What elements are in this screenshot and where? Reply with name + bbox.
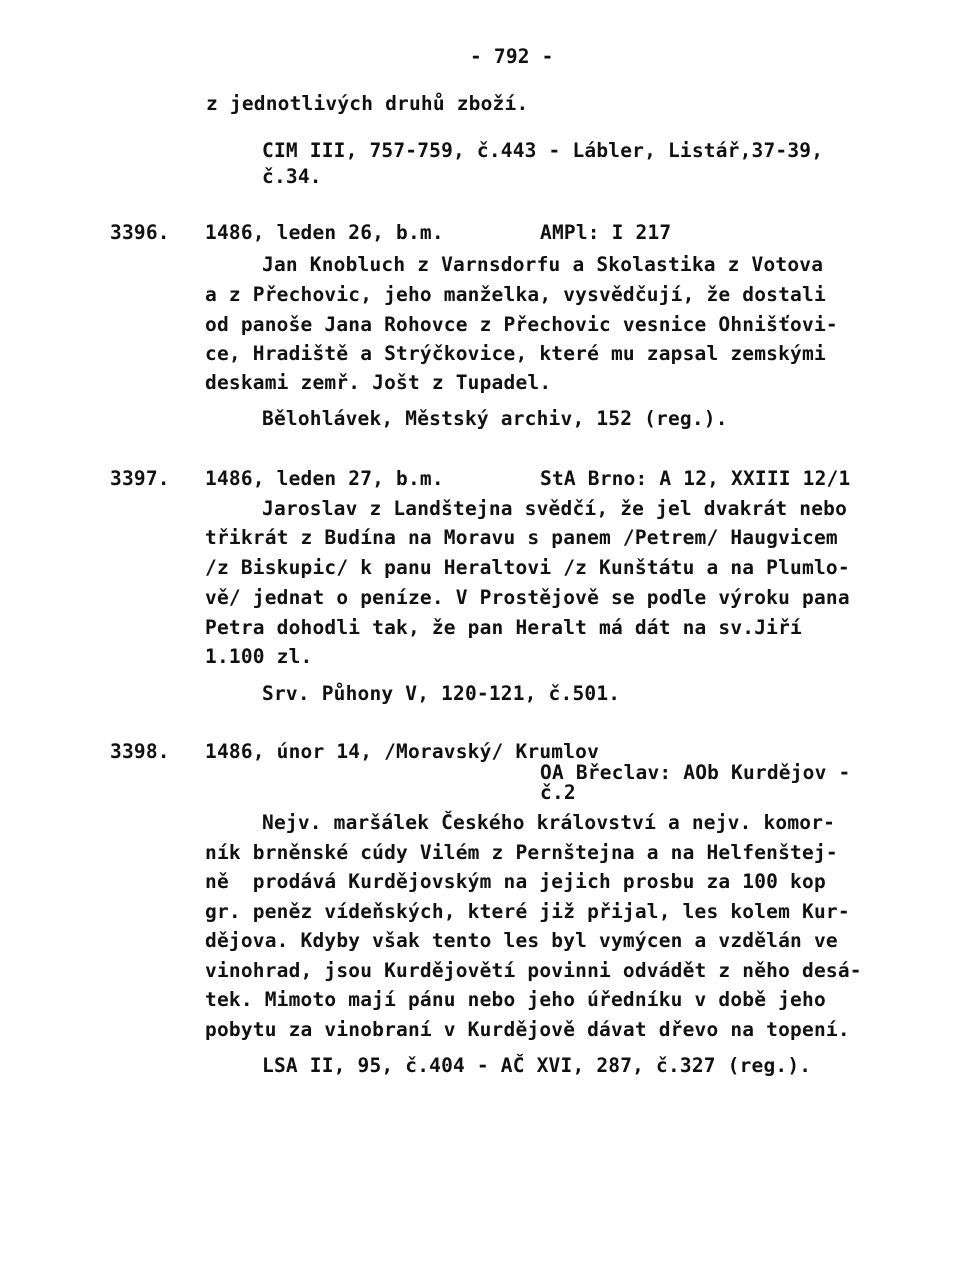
entry-archive: AMPl: I 217 [540, 221, 672, 244]
entry-reference: Srv. Půhony V, 120-121, č.501. [262, 682, 621, 705]
entry-text-line: od panoše Jana Rohovce z Přechovic vesnice Ohnišťovi- [205, 313, 838, 336]
entry-date: 1486, leden 26, b.m. [205, 221, 444, 244]
entry-text-line: Petra dohodli tak, že pan Heralt má dát na sv.Jiří [205, 616, 802, 639]
entry-text-line: třikrát z Budína na Moravu s panem /Petrem/ Haugvicem [205, 526, 838, 549]
entry-date: 1486, leden 27, b.m. [205, 467, 444, 490]
entry-text-line: Jan Knobluch z Varnsdorfu a Skolastika z Votova [262, 253, 824, 276]
continuation-line: z jednotlivých druhů zboží. [206, 92, 529, 115]
entry-text-line: pobytu za vinobraní v Kurdějově dávat dřevo na topení. [205, 1018, 850, 1041]
entry-text-line: dějova. Kdyby však tento les byl vymýcen a vzdělán ve [205, 929, 838, 952]
entry-text-line: tek. Mimoto mají pánu nebo jeho úředníku v době jeho [205, 988, 826, 1011]
entry-archive: OA Břeclav: AOb Kurdějov - [540, 761, 851, 784]
entry-text-line: deskami zemř. Jošt z Tupadel. [205, 371, 552, 394]
entry-archive: StA Brno: A 12, XXIII 12/1 [540, 467, 851, 490]
entry-number: 3397. [110, 467, 170, 490]
entry-text-line: vinohrad, jsou Kurdějovětí povinni odvádět z něho desá- [205, 959, 862, 982]
entry-date: 1486, únor 14, /Moravský/ Krumlov [205, 740, 600, 763]
page-number: - 792 - [470, 45, 554, 68]
entry-text-line: a z Přechovic, jeho manželka, vysvědčují, že dostali [205, 283, 826, 306]
continuation-ref-line: č.34. [262, 165, 322, 188]
entry-text-line: /z Biskupic/ k panu Heraltovi /z Kunštátu a na Plumlo- [205, 556, 850, 579]
entry-archive: č.2 [540, 781, 576, 804]
entry-reference: Bělohlávek, Městský archiv, 152 (reg.). [262, 407, 728, 430]
entry-text-line: Nejv. maršálek Českého království a nejv. komor- [262, 811, 836, 834]
entry-number: 3396. [110, 221, 170, 244]
entry-number: 3398. [110, 740, 170, 763]
entry-reference: LSA II, 95, č.404 - AČ XVI, 287, č.327 (reg.). [262, 1054, 812, 1077]
entry-text-line: ně prodává Kurdějovským na jejich prosbu za 100 kop [205, 870, 826, 893]
continuation-ref-line: CIM III, 757-759, č.443 - Lábler, Listář,37-39, [262, 139, 824, 162]
entry-text-line: vě/ jednat o peníze. V Prostějově se podle výroku pana [205, 586, 850, 609]
entry-text-line: ce, Hradiště a Strýčkovice, které mu zapsal zemskými [205, 342, 826, 365]
entry-text-line: ník brněnské cúdy Vilém z Pernštejna a na Helfenštej- [205, 841, 838, 864]
entry-text-line: gr. peněz vídeňských, které již přijal, les kolem Kur- [205, 900, 850, 923]
entry-text-line: Jaroslav z Landštejna svědčí, že jel dvakrát nebo [262, 497, 848, 520]
entry-text-line: 1.100 zl. [205, 645, 313, 668]
